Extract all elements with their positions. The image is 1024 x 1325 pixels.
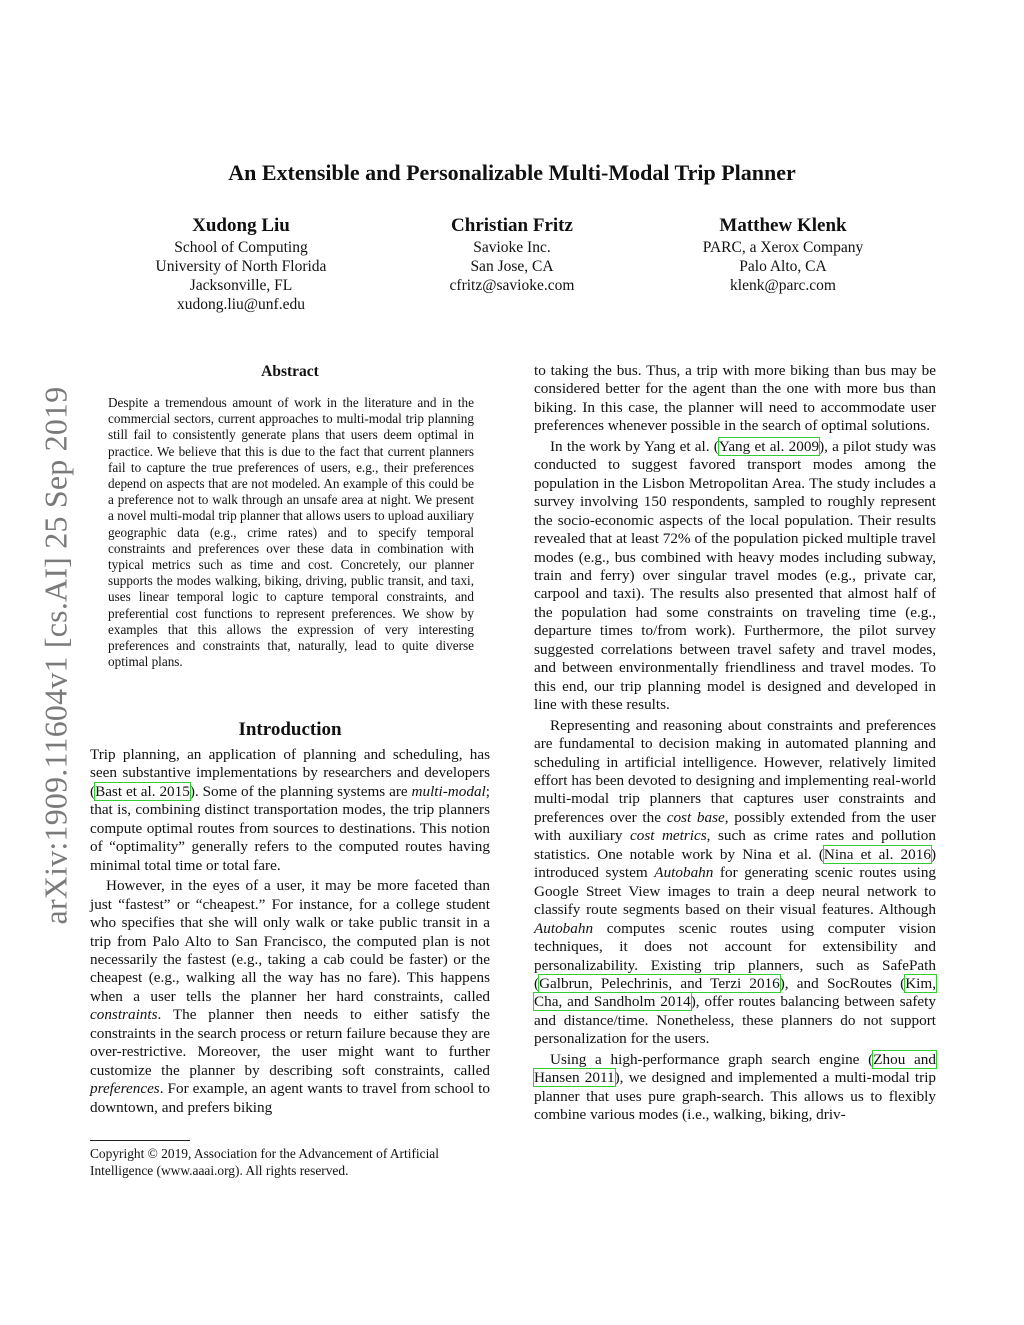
- text-run: ; that is, combining distinct transportation modes, the trip planners compute optimal routes from sources to destinations. This notion of “optimality” generally refers to the computed routes having minimal total time or total fare.: [90, 782, 490, 874]
- emphasis: preferences: [90, 1080, 160, 1098]
- text-run: ), a pilot study was conducted to suggest favored transport modes among the population in the Lisbon Metropolitan Area. The study includes a survey involving 150 respondents, sampled to roughly represent the socio-economic aspects of the local population. Their results revealed that at least 72% of the population picked multiple travel modes (e.g., bus combined with heavy modes including subway, train and ferry) over singular travel modes (e.g., private car, carpool and taxi). The results also presented that almost half of the population had some constraints on traveling time (e.g., departure times to/from work). Furthermore, the pilot survey suggested correlations between travel safety and travel modes, and between environmentally friendliness and travel modes. To this end, our trip planning model is designed and developed in line with these results.: [534, 437, 936, 714]
- footnote-divider: [90, 1140, 190, 1141]
- citation-link[interactable]: Galbrun, Pelechrinis, and Terzi 2016: [539, 974, 780, 992]
- author-affiliation: University of North Florida: [155, 258, 327, 275]
- author-name: Xudong Liu: [192, 215, 290, 236]
- right-column-body: [534, 362, 936, 1125]
- text-run: , possibly extended from the user with auxiliary: [534, 808, 936, 845]
- author-name: Matthew Klenk: [719, 215, 847, 236]
- text-run: . For example, an agent wants to travel from school to downtown, and prefers biking: [90, 1080, 490, 1116]
- author-location: Jacksonville, FL: [189, 277, 293, 294]
- emphasis: cost metrics: [629, 827, 707, 845]
- author-1: [101, 215, 381, 314]
- citation-link[interactable]: Nina et al. 2016: [823, 845, 931, 863]
- paragraph: to taking the bus. Thus, a trip with more biking than bus may be considered better for the agent than the one with more bus than biking. In this case, the planner will need to accommodate user preferences whenever possible in the search of optimal solutions.: [534, 362, 936, 435]
- text-run: Trip planning, an application of planning and scheduling, has seen substantive implementations by researchers and developers (: [90, 746, 490, 800]
- paragraph: [534, 717, 936, 1049]
- citation-link[interactable]: Zhou and Hansen 2011: [534, 1050, 936, 1087]
- citation-link[interactable]: Yang et al. 2009: [718, 437, 820, 455]
- abstract-text: Despite a tremendous amount of work in the literature and in the commercial sectors, current approaches to multi-modal trip planning still fail to consistently generate plans that users deem optimal in practice. We believe that this is due to the fact that current planners fail to capture the true preferences of users, e.g., their preferences depend on aspects that are not modeled. An example of this could be a preference not to walk through an unsafe area at night. We present a novel multi-modal trip planner that allows users to upload auxiliary geographic data (e.g., crime rates) and to specify temporal constraints and preferences over these data in combination with typical metrics such as time and cost. Concretely, our planner supports the modes walking, biking, driving, public transit, and taxi, uses linear temporal logic to capture temporal constraints, and preferential cost functions to represent preferences. We show by examples that this allows the expression of very interesting preferences and constraints that, naturally, lead to quite diverse optimal plans.: [108, 395, 474, 670]
- text-run: ). Some of the planning systems are: [189, 782, 412, 800]
- emphasis: constraints: [90, 1006, 158, 1024]
- arxiv-stamp-text: arXiv:1909.11604v1 [cs.AI] 25 Sep 2019: [37, 386, 74, 924]
- text-run: Using a high-performance graph search engine (: [550, 1050, 874, 1068]
- emphasis: cost base: [666, 808, 725, 826]
- section-heading-introduction: Introduction: [238, 719, 342, 740]
- author-2: [372, 215, 652, 295]
- author-location: Palo Alto, CA: [739, 258, 827, 275]
- author-name: Christian Fritz: [451, 215, 573, 236]
- paragraph: [534, 1051, 936, 1125]
- paragraph: [90, 746, 490, 875]
- text-run: ) introduced system: [534, 845, 936, 882]
- emphasis: Autobahn: [534, 919, 594, 937]
- text-run: ), offer routes balancing between safety and distance/time. Nonetheless, these planners do not support personalization for the users.: [534, 993, 936, 1048]
- copyright-footnote: Copyright © 2019, Association for the Advancement of Artificial Intelligence (www.aaai.org). All rights reserved.: [90, 1146, 439, 1178]
- author-email[interactable]: xudong.liu@unf.edu: [177, 296, 305, 313]
- text-run: , such as crime rates and pollution statistics. One notable work by Nina et al. (: [534, 827, 936, 863]
- abstract-heading: Abstract: [261, 363, 319, 380]
- text-run: ), and SocRoutes (: [779, 974, 906, 992]
- author-location: San Jose, CA: [470, 258, 554, 275]
- citation-link[interactable]: Kim, Cha, and Sandholm 2014: [534, 974, 936, 1011]
- emphasis: Autobahn: [654, 864, 714, 882]
- paragraph: [534, 438, 936, 715]
- text-run: However, in the eyes of a user, it may be more faceted than just “fastest” or “cheapest.” For instance, for a college student who specifies that she will only walk or take public transit in a trip from Palo Alto to San Francisco, the computed plan is not necessarily the fastest (e.g., taking a cab could be faster) or the cheapest (e.g., walking all the way has no fare). This happens when a user tells the planner her hard constraints, called: [90, 877, 490, 1005]
- text-run: computes scenic routes using computer vision techniques, it does not account for extensibility and personalizability. Existing trip planners, such as SafePath (: [534, 919, 936, 992]
- left-column-body: [90, 746, 490, 1117]
- arxiv-stamp: [36, 365, 76, 945]
- author-email[interactable]: cfritz@savioke.com: [449, 277, 575, 294]
- text-run: ), we designed and implemented a multi-modal trip planner that uses pure graph-search. This allows us to flexibly combine various modes (i.e., walking, biking, driv-: [534, 1069, 937, 1124]
- citation-link[interactable]: Bast et al. 2015: [95, 782, 190, 800]
- author-affiliation: PARC, a Xerox Company: [702, 239, 864, 256]
- text-run: . The planner then needs to either satisfy the constraints in the search process or return failure because they are over-restrictive. Moreover, the user might want to further customize the planner by describing soft constraints, called: [90, 1006, 490, 1079]
- author-affiliation: Savioke Inc.: [473, 239, 551, 256]
- text-run: Representing and reasoning about constraints and preferences are fundamental to decision making in automated planning and scheduling in artificial intelligence. However, relatively limited effort has been devoted to designing and implementing real-world multi-modal trip planners that captures user constraints and preferences over the: [534, 716, 936, 826]
- author-3: [643, 215, 923, 295]
- text-run: In the work by Yang et al. (: [550, 437, 719, 455]
- author-email[interactable]: klenk@parc.com: [730, 277, 836, 294]
- text-run: for generating scenic routes using Google Street View images to train a deep neural network to classify route segments based on their visual features. Although: [534, 864, 937, 919]
- paper-title: An Extensible and Personalizable Multi-Modal Trip Planner: [228, 160, 796, 185]
- paragraph: [90, 877, 490, 1117]
- author-affiliation: School of Computing: [174, 239, 308, 256]
- emphasis: multi-modal: [411, 782, 486, 800]
